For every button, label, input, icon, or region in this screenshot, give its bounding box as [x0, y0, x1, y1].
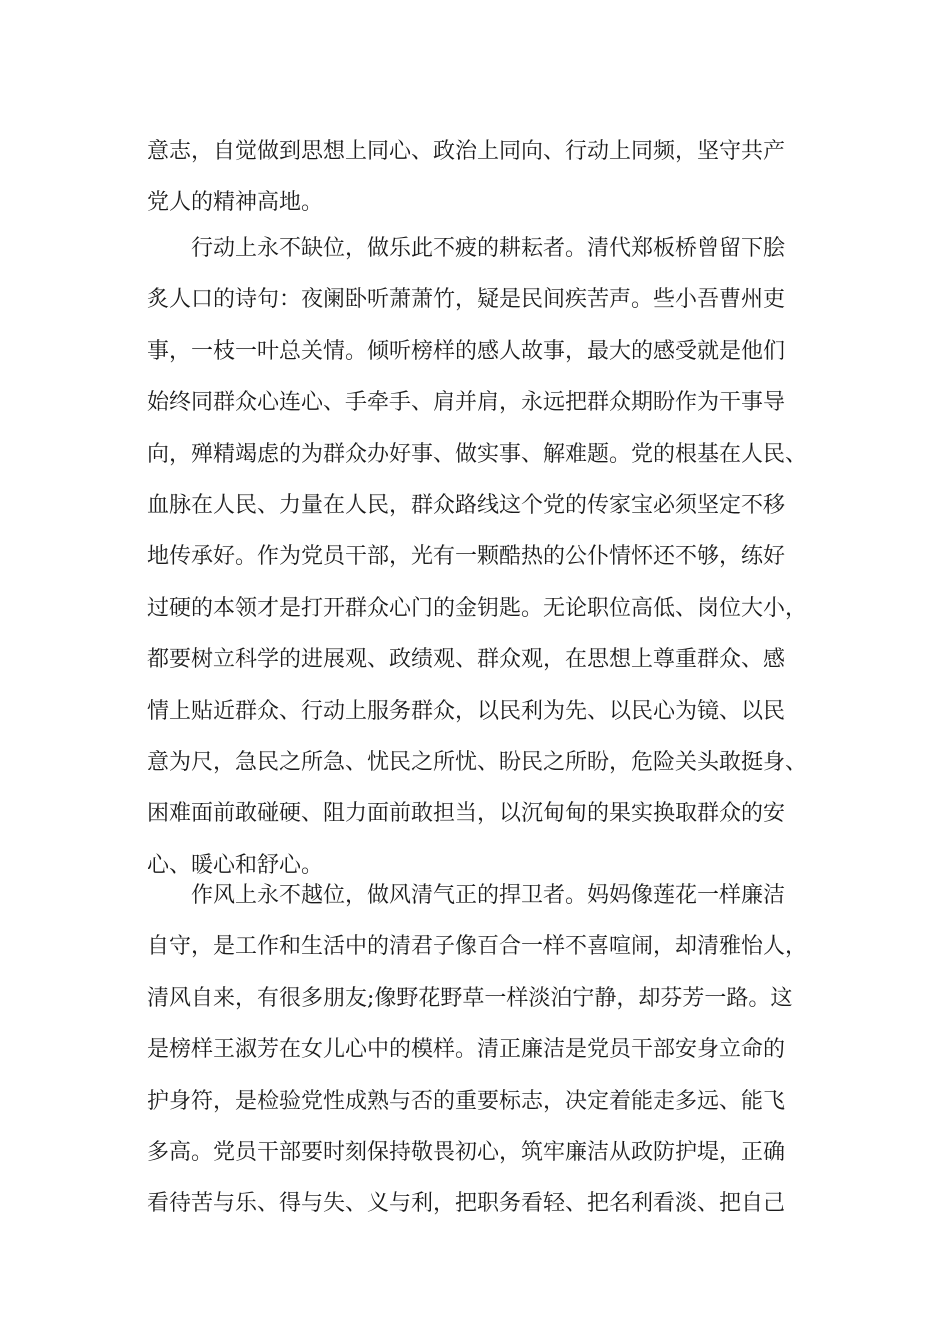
paragraph-3: [147, 870, 827, 1230]
text-line: 自守，是工作和生活中的清君子像百合一样不喜喧闹，却清雅怡人，: [147, 934, 808, 960]
text-line: 向，殚精竭虑的为群众办好事、做实事、解难题。党的根基在人民、: [147, 441, 808, 467]
text-line: 心、暖心和舒心。: [147, 852, 324, 878]
text-line: 是榜样王淑芳在女儿心中的模样。清正廉洁是党员干部安身立命的: [147, 1037, 786, 1063]
text-line: 都要树立科学的进展观、政绩观、群众观，在思想上尊重群众、感: [147, 647, 786, 673]
text-line: 意为尺，急民之所急、忧民之所忧、盼民之所盼，危险关头敢挺身、: [147, 749, 808, 775]
paragraph-1: [147, 126, 827, 229]
text-line: 作风上永不越位，做风清气正的捍卫者。妈妈像莲花一样廉洁: [191, 883, 786, 908]
text-line: 情上贴近群众、行动上服务群众，以民利为先、以民心为镜、以民: [147, 698, 786, 724]
text-line: 清风自来，有很多朋友;像野花野草一样淡泊宁静，却芬芳一路。这: [147, 985, 793, 1011]
text-line: 党人的精神高地。: [147, 190, 324, 216]
text-line: 意志，自觉做到思想上同心、政治上同向、行动上同频，坚守共产: [147, 139, 786, 164]
text-line: 多高。党员干部要时刻保持敬畏初心，筑牢廉洁从政防护堤，正确: [147, 1139, 786, 1165]
text-line: 看待苦与乐、得与失、义与利，把职务看轻、把名利看淡、把自己: [147, 1191, 786, 1217]
text-line: 地传承好。作为党员干部，光有一颗酷热的公仆情怀还不够，练好: [147, 544, 786, 570]
text-line: 血脉在人民、力量在人民，群众路线这个党的传家宝必须坚定不移: [147, 492, 786, 518]
text-line: 始终同群众心连心、手牵手、肩并肩，永远把群众期盼作为干事导: [147, 390, 786, 416]
text-line: 事，一枝一叶总关情。倾听榜样的感人故事，最大的感受就是他们: [147, 338, 786, 364]
text-line: 炙人口的诗句：夜阑卧听萧萧竹，疑是民间疾苦声。些小吾曹州吏: [147, 287, 786, 313]
text-line: 过硬的本领才是打开群众心门的金钥匙。无论职位高低、岗位大小，: [147, 595, 808, 621]
text-line: 行动上永不缺位，做乐此不疲的耕耘者。清代郑板桥曾留下脍: [191, 236, 786, 261]
text-line: 护身符，是检验党性成熟与否的重要标志，决定着能走多远、能飞: [147, 1088, 786, 1114]
paragraph-2: [147, 223, 827, 891]
text-line: 困难面前敢碰硬、阻力面前敢担当，以沉甸甸的果实换取群众的安: [147, 801, 786, 827]
